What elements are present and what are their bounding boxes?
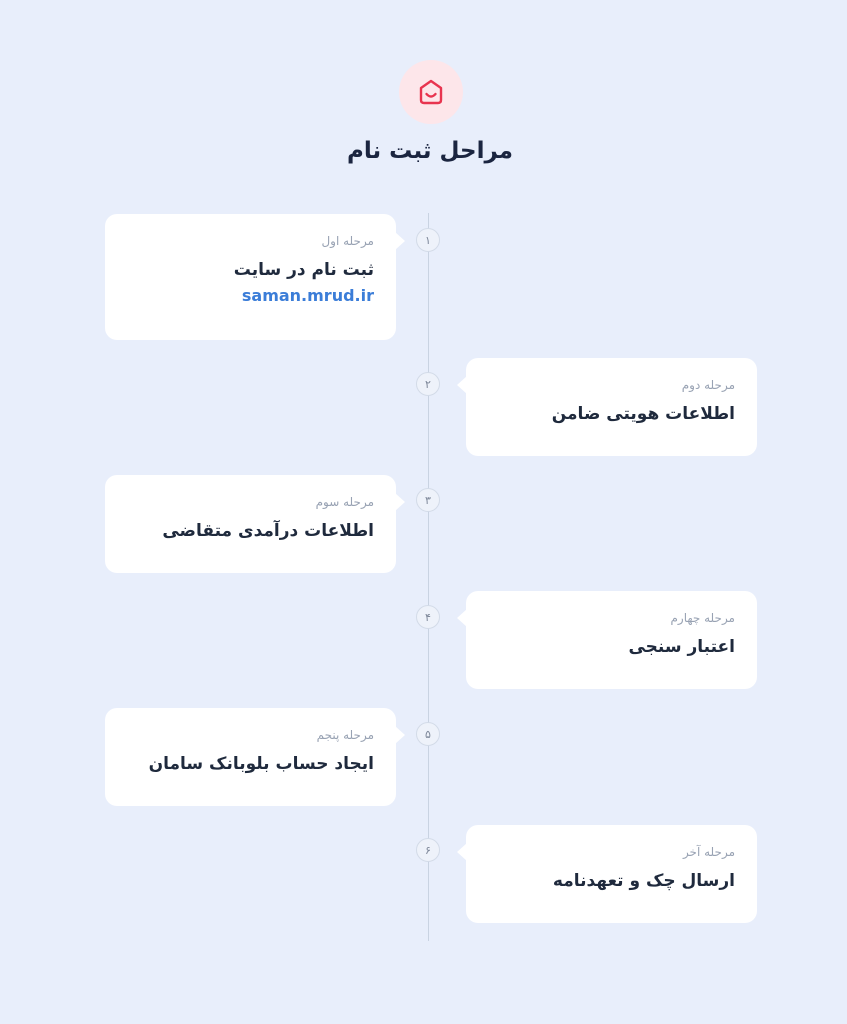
- step-label: مرحله پنجم: [316, 728, 374, 742]
- step-label: مرحله سوم: [315, 495, 374, 509]
- step-title: ایجاد حساب بلوبانک سامان: [148, 754, 374, 774]
- logo: [399, 60, 463, 124]
- step-title: ارسال چک و تعهدنامه: [552, 871, 735, 891]
- step-card-6: [466, 825, 757, 923]
- step-card-3: [105, 475, 396, 573]
- step-card-4: [466, 591, 757, 689]
- step-title: ثبت نام در سایت: [233, 260, 374, 280]
- timeline-line: [428, 213, 429, 941]
- step-label: مرحله اول: [321, 234, 374, 248]
- step-title: اطلاعات هویتی ضامن: [551, 404, 735, 424]
- step-label: مرحله آخر: [682, 845, 735, 859]
- step-title: اطلاعات درآمدی متقاضی: [162, 521, 374, 541]
- step-label: مرحله دوم: [681, 378, 735, 392]
- step-number-5: ۵: [416, 722, 440, 746]
- step-title: اعتبار سنجی: [628, 637, 735, 657]
- step-card-2: [466, 358, 757, 456]
- page-title: مراحل ثبت نام: [346, 138, 514, 164]
- step-number-1: ۱: [416, 228, 440, 252]
- step-number-3: ۳: [416, 488, 440, 512]
- step-label: مرحله چهارم: [670, 611, 735, 625]
- step-number-6: ۶: [416, 838, 440, 862]
- step-card-1: [105, 214, 396, 340]
- step-number-2: ۲: [416, 372, 440, 396]
- step-card-5: [105, 708, 396, 806]
- site-link[interactable]: saman.mrud.ir: [241, 286, 374, 305]
- step-number-4: ۴: [416, 605, 440, 629]
- home-smile-icon: [416, 77, 446, 107]
